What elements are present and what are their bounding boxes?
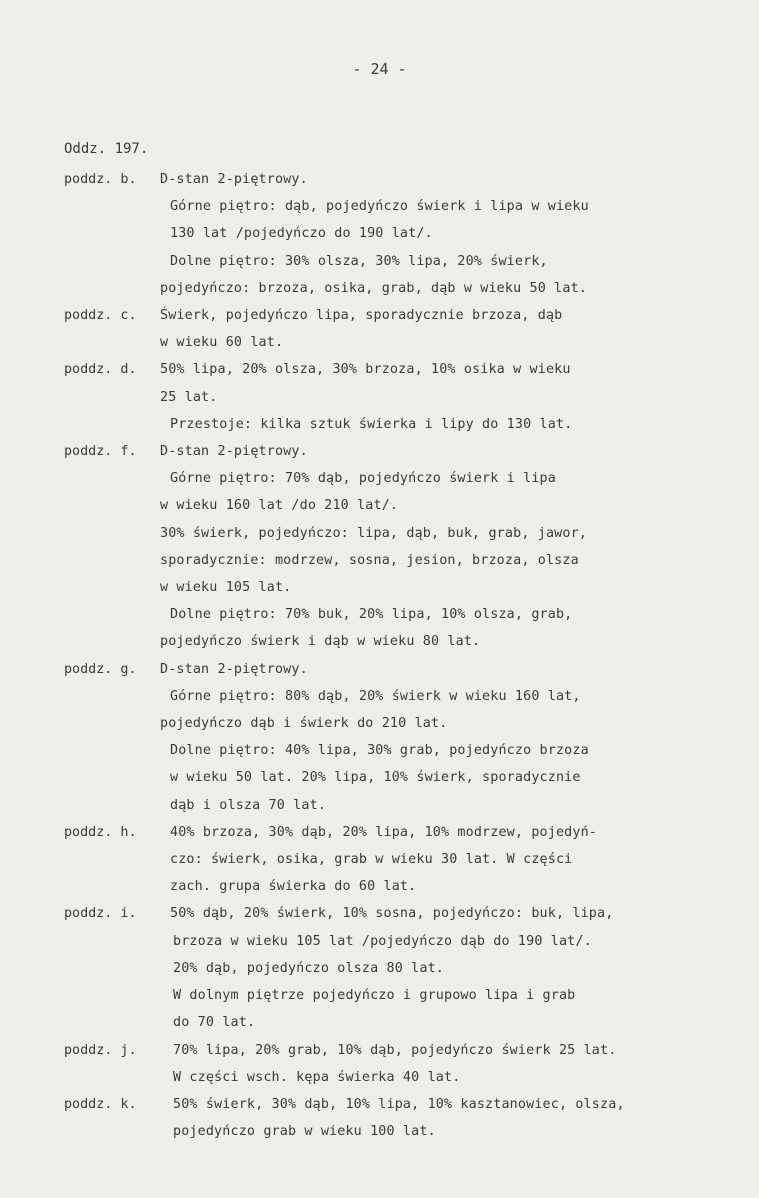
- subsection-label: poddz. h.: [64, 824, 137, 840]
- text-line: w wieku 60 lat.: [160, 335, 284, 351]
- subsection-j: [0, 1037, 759, 1091]
- text-line: do 70 lat.: [173, 1015, 256, 1031]
- subsection-list: [0, 166, 759, 1145]
- subsection-d: [0, 356, 759, 438]
- text-line: Górne piętro: 80% dąb, 20% świerk w wieku 160 lat,: [170, 688, 581, 704]
- text-line: 50% dąb, 20% świerk, 10% sosna, pojedyńczo: buk, lipa,: [170, 906, 614, 922]
- page-number: - 24 -: [352, 60, 407, 78]
- subsection-f: [0, 438, 759, 656]
- text-line: D-stan 2-piętrowy.: [160, 444, 308, 460]
- text-line: 50% lipa, 20% olsza, 30% brzoza, 10% osika w wieku: [160, 362, 571, 378]
- text-line: brzoza w wieku 105 lat /pojedyńczo dąb do 190 lat/.: [173, 933, 592, 949]
- subsection-b: [0, 166, 759, 302]
- text-line: D-stan 2-piętrowy.: [160, 172, 308, 187]
- text-line: pojedyńczo: brzoza, osika, grab, dąb w wieku 50 lat.: [160, 280, 588, 296]
- subsection-label: poddz. b.: [64, 172, 137, 187]
- text-line: Górne piętro: 70% dąb, pojedyńczo świerk i lipa: [170, 471, 556, 487]
- text-line: pojedyńczo grab w wieku 100 lat.: [173, 1124, 436, 1140]
- text-line: Przestoje: kilka sztuk świerka i lipy do 130 lat.: [170, 416, 573, 432]
- text-line: dąb i olsza 70 lat.: [170, 797, 327, 813]
- subsection-h: [0, 819, 759, 901]
- text-line: pojedyńczo dąb i świerk do 210 lat.: [160, 716, 448, 732]
- text-line: 25 lat.: [160, 389, 218, 405]
- text-line: sporadycznie: modrzew, sosna, jesion, brzoza, olsza: [160, 552, 579, 568]
- text-line: 30% świerk, pojedyńczo: lipa, dąb, buk, grab, jawor,: [160, 525, 588, 541]
- subsection-k: [0, 1091, 759, 1145]
- text-line: czo: świerk, osika, grab w wieku 30 lat. W części: [170, 852, 573, 868]
- subsection-label: poddz. k.: [64, 1096, 137, 1112]
- subsection-i: [0, 900, 759, 1036]
- text-line: Dolne piętro: 70% buk, 20% lipa, 10% olsza, grab,: [170, 607, 573, 623]
- text-line: pojedyńczo świerk i dąb w wieku 80 lat.: [160, 634, 481, 650]
- subsection-label: poddz. j.: [64, 1042, 137, 1058]
- text-line: w wieku 50 lat. 20% lipa, 10% świerk, sporadycznie: [170, 770, 581, 786]
- text-line: W dolnym piętrze pojedyńczo i grupowo lipa i grab: [173, 988, 576, 1004]
- section-heading: Oddz. 197.: [64, 141, 149, 157]
- text-line: 40% brzoza, 30% dąb, 20% lipa, 10% modrzew, pojedyń-: [170, 824, 598, 840]
- text-line: D-stan 2-piętrowy.: [160, 661, 308, 677]
- subsection-label: poddz. c.: [64, 308, 137, 324]
- subsection-label: poddz. d.: [64, 362, 137, 378]
- subsection-label: poddz. g.: [64, 661, 137, 677]
- subsection-c: [0, 302, 759, 356]
- text-line: 50% świerk, 30% dąb, 10% lipa, 10% kasztanowiec, olsza,: [173, 1096, 625, 1112]
- text-line: Dolne piętro: 30% olsza, 30% lipa, 20% świerk,: [170, 253, 548, 269]
- text-line: Dolne piętro: 40% lipa, 30% grab, pojedyńczo brzoza: [170, 743, 589, 759]
- subsection-g: [0, 656, 759, 819]
- text-line: 70% lipa, 20% grab, 10% dąb, pojedyńczo świerk 25 lat.: [173, 1042, 617, 1058]
- text-line: w wieku 105 lat.: [160, 580, 292, 596]
- text-line: zach. grupa świerka do 60 lat.: [170, 879, 417, 895]
- subsection-label: poddz. i.: [64, 906, 137, 922]
- subsection-label: poddz. f.: [64, 444, 137, 460]
- text-line: W części wsch. kępa świerka 40 lat.: [173, 1069, 461, 1085]
- text-line: 20% dąb, pojedyńczo olsza 80 lat.: [173, 960, 444, 976]
- text-line: w wieku 160 lat /do 210 lat/.: [160, 498, 399, 514]
- text-line: Świerk, pojedyńczo lipa, sporadycznie brzoza, dąb: [160, 308, 563, 324]
- text-line: 130 lat /pojedyńczo do 190 lat/.: [170, 226, 433, 242]
- text-line: Górne piętro: dąb, pojedyńczo świerk i lipa w wieku: [170, 199, 589, 215]
